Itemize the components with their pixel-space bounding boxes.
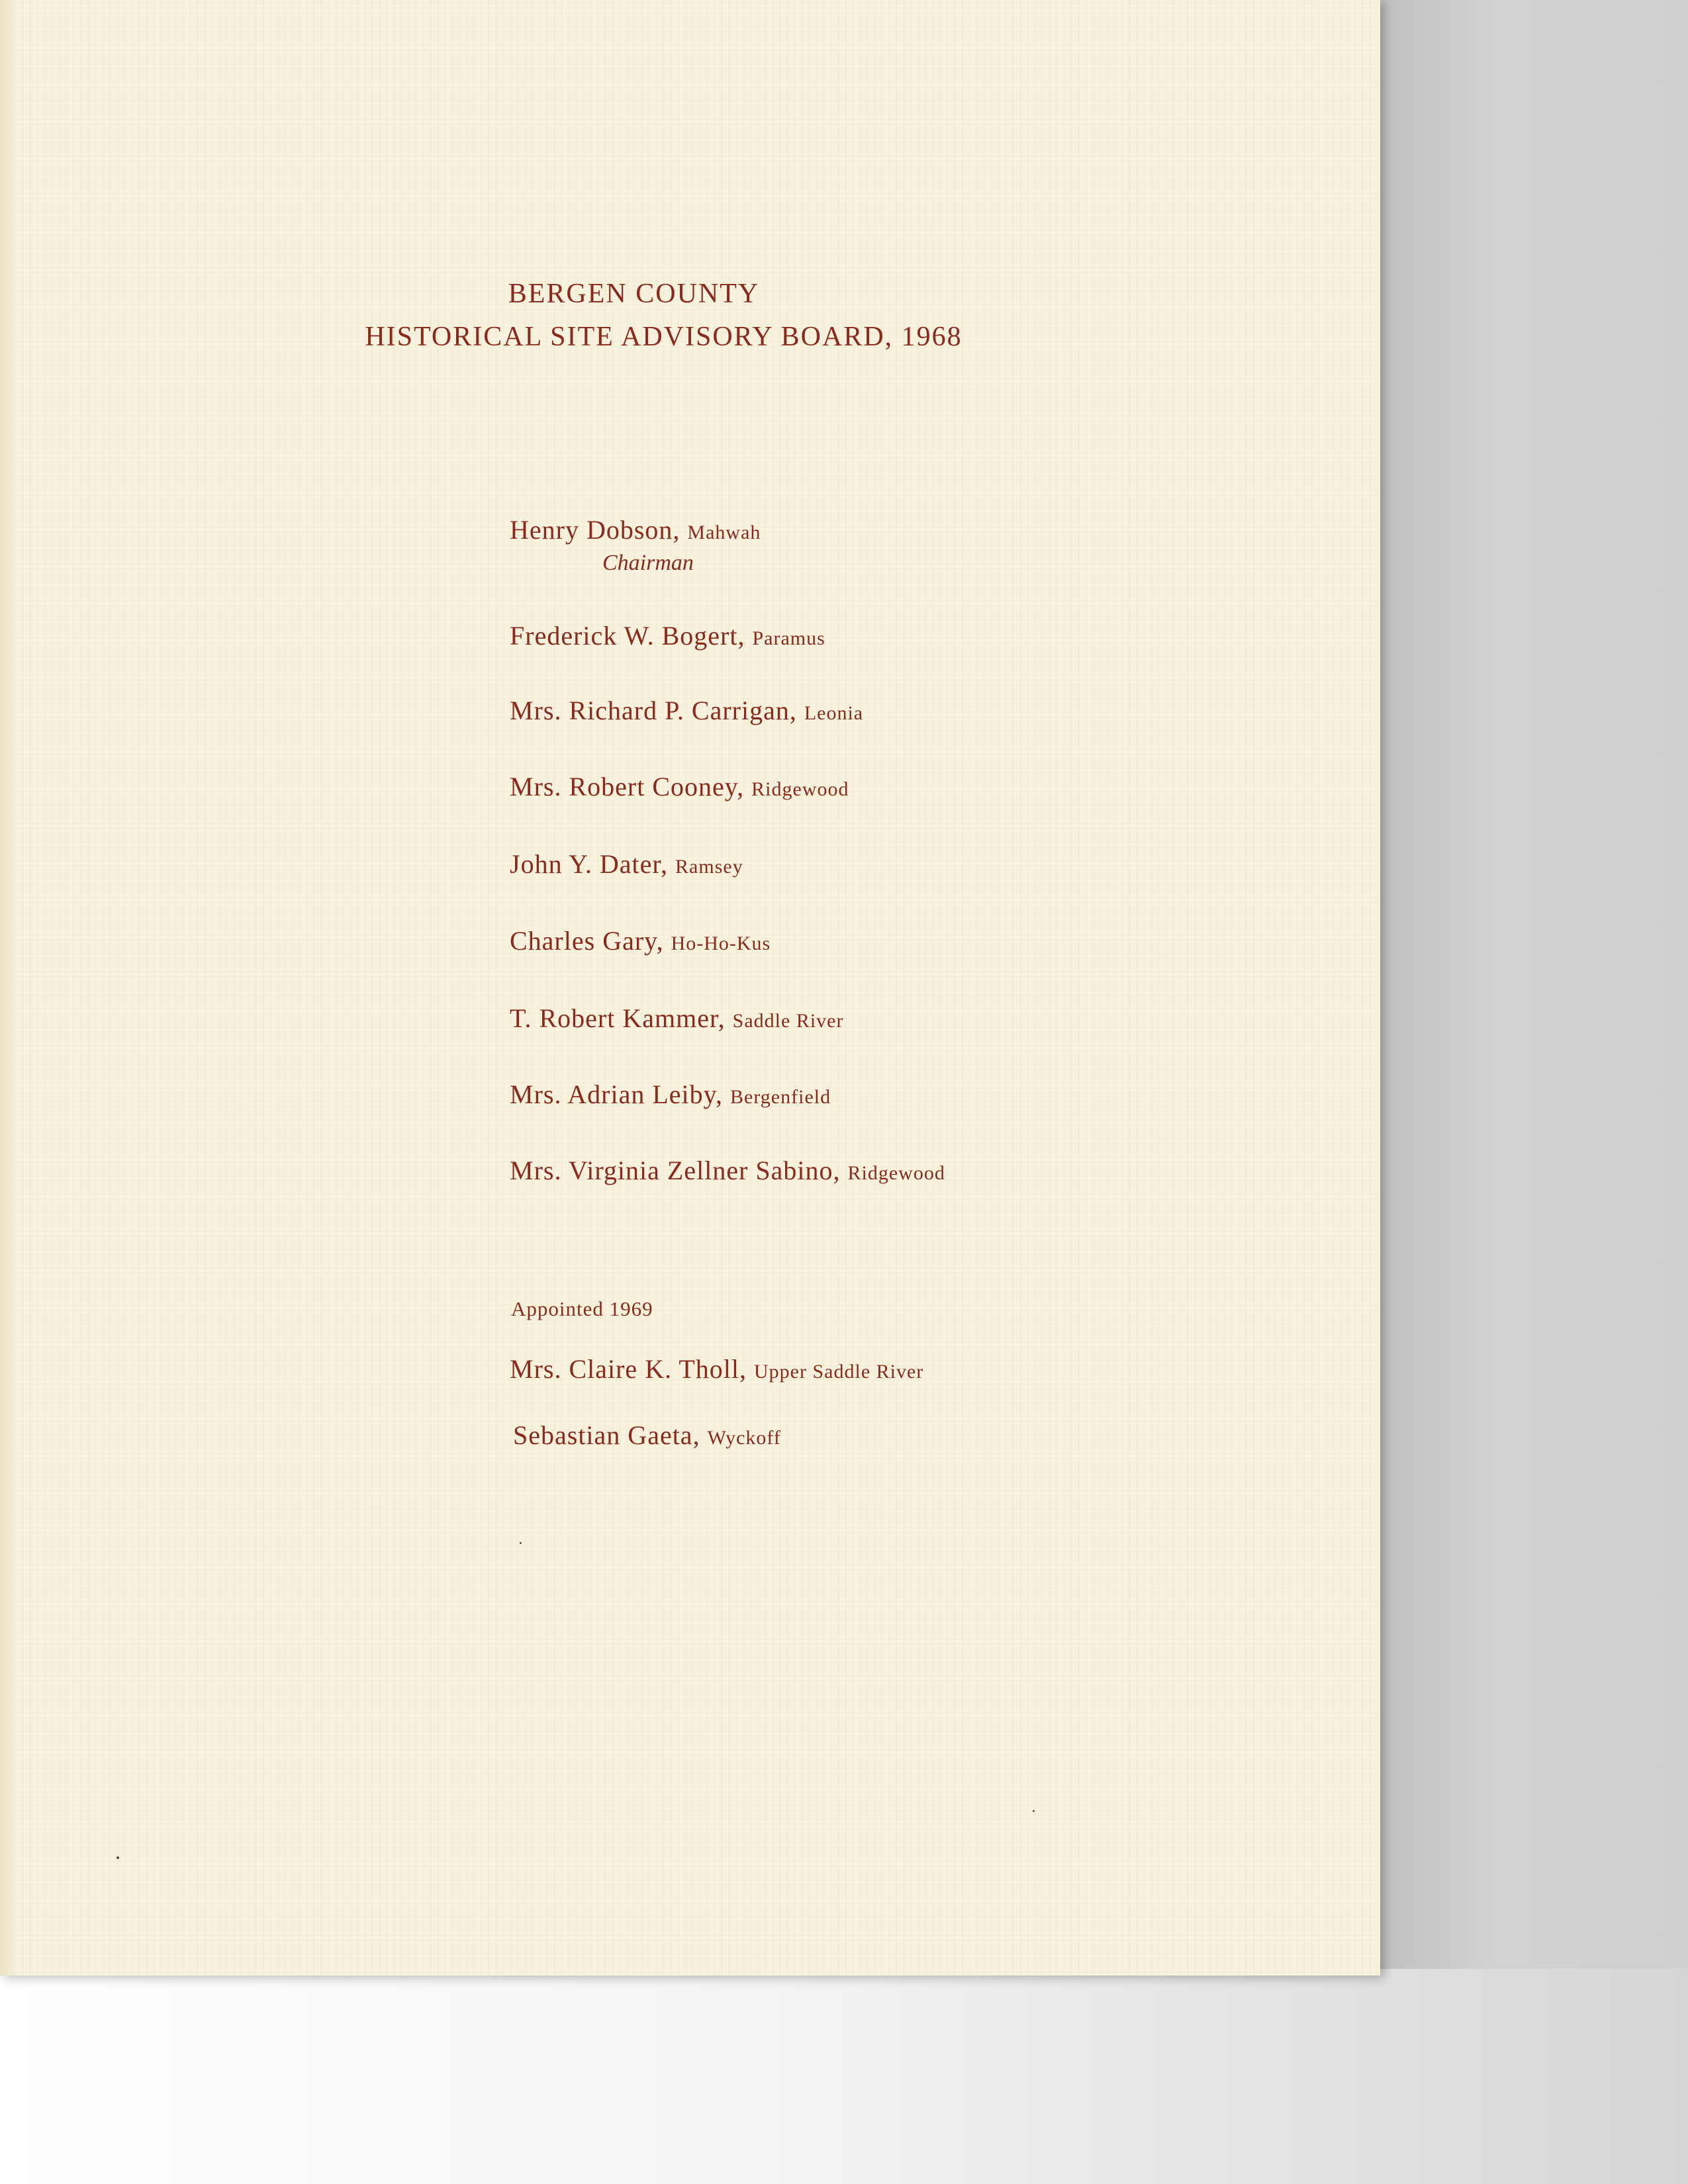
member-entry	[510, 1003, 843, 1034]
document-title-line-2: HISTORICAL SITE ADVISORY BOARD, 1968	[365, 322, 962, 352]
member-separator: ,	[673, 515, 688, 545]
member-place: Ho-Ho-Kus	[671, 933, 771, 954]
member-entry	[510, 771, 849, 802]
member-entry	[510, 925, 771, 956]
member-name: Sebastian Gaeta	[513, 1420, 693, 1450]
member-name: T. Robert Kammer	[510, 1003, 718, 1033]
member-place: Ramsey	[675, 856, 743, 878]
member-entry	[510, 620, 825, 651]
appointed-member-entry	[510, 1353, 923, 1385]
member-name: Mrs. Robert Cooney	[510, 772, 737, 801]
member-role: Chairman	[602, 551, 694, 575]
member-separator: ,	[656, 926, 671, 956]
member-name: Mrs. Adrian Leiby	[510, 1079, 716, 1109]
document-title-line-1: BERGEN COUNTY	[508, 279, 760, 309]
paper-speck	[117, 1856, 119, 1859]
member-entry	[510, 695, 863, 726]
member-name: Frederick W. Bogert	[510, 621, 738, 651]
member-separator: ,	[737, 772, 752, 801]
member-place: Upper Saddle River	[754, 1361, 924, 1383]
member-name: Charles Gary	[510, 926, 657, 956]
member-place: Ridgewood	[751, 778, 849, 800]
member-entry	[510, 1079, 831, 1110]
member-entry	[510, 848, 743, 880]
member-separator: ,	[661, 849, 676, 879]
member-separator: ,	[718, 1003, 733, 1033]
member-place: Bergenfield	[730, 1086, 831, 1108]
member-name: Henry Dobson	[510, 515, 673, 545]
member-separator: ,	[737, 621, 753, 651]
paper-speck	[1033, 1810, 1035, 1812]
member-name: Mrs. Richard P. Carrigan	[510, 696, 790, 725]
member-separator: ,	[789, 696, 804, 725]
member-place: Ridgewood	[847, 1162, 945, 1184]
appointed-member-entry	[513, 1420, 781, 1451]
member-separator: ,	[692, 1420, 708, 1450]
member-place: Wyckoff	[707, 1427, 781, 1449]
member-place: Paramus	[752, 627, 825, 649]
member-name: John Y. Dater	[510, 849, 661, 879]
paper-speck	[520, 1542, 522, 1544]
member-entry	[510, 1155, 945, 1186]
scan-background-right	[1364, 0, 1688, 1972]
member-place: Leonia	[804, 702, 864, 724]
member-separator: ,	[716, 1079, 731, 1109]
member-entry	[510, 514, 761, 545]
member-name: Mrs. Claire K. Tholl	[510, 1354, 740, 1384]
member-place: Mahwah	[687, 522, 761, 543]
member-place: Saddle River	[732, 1010, 844, 1032]
scan-background-bottom	[0, 1969, 1688, 2184]
appointed-heading: Appointed 1969	[511, 1297, 653, 1320]
member-separator: ,	[739, 1354, 755, 1384]
member-separator: ,	[833, 1156, 848, 1185]
member-name: Mrs. Virginia Zellner Sabino	[510, 1156, 833, 1185]
